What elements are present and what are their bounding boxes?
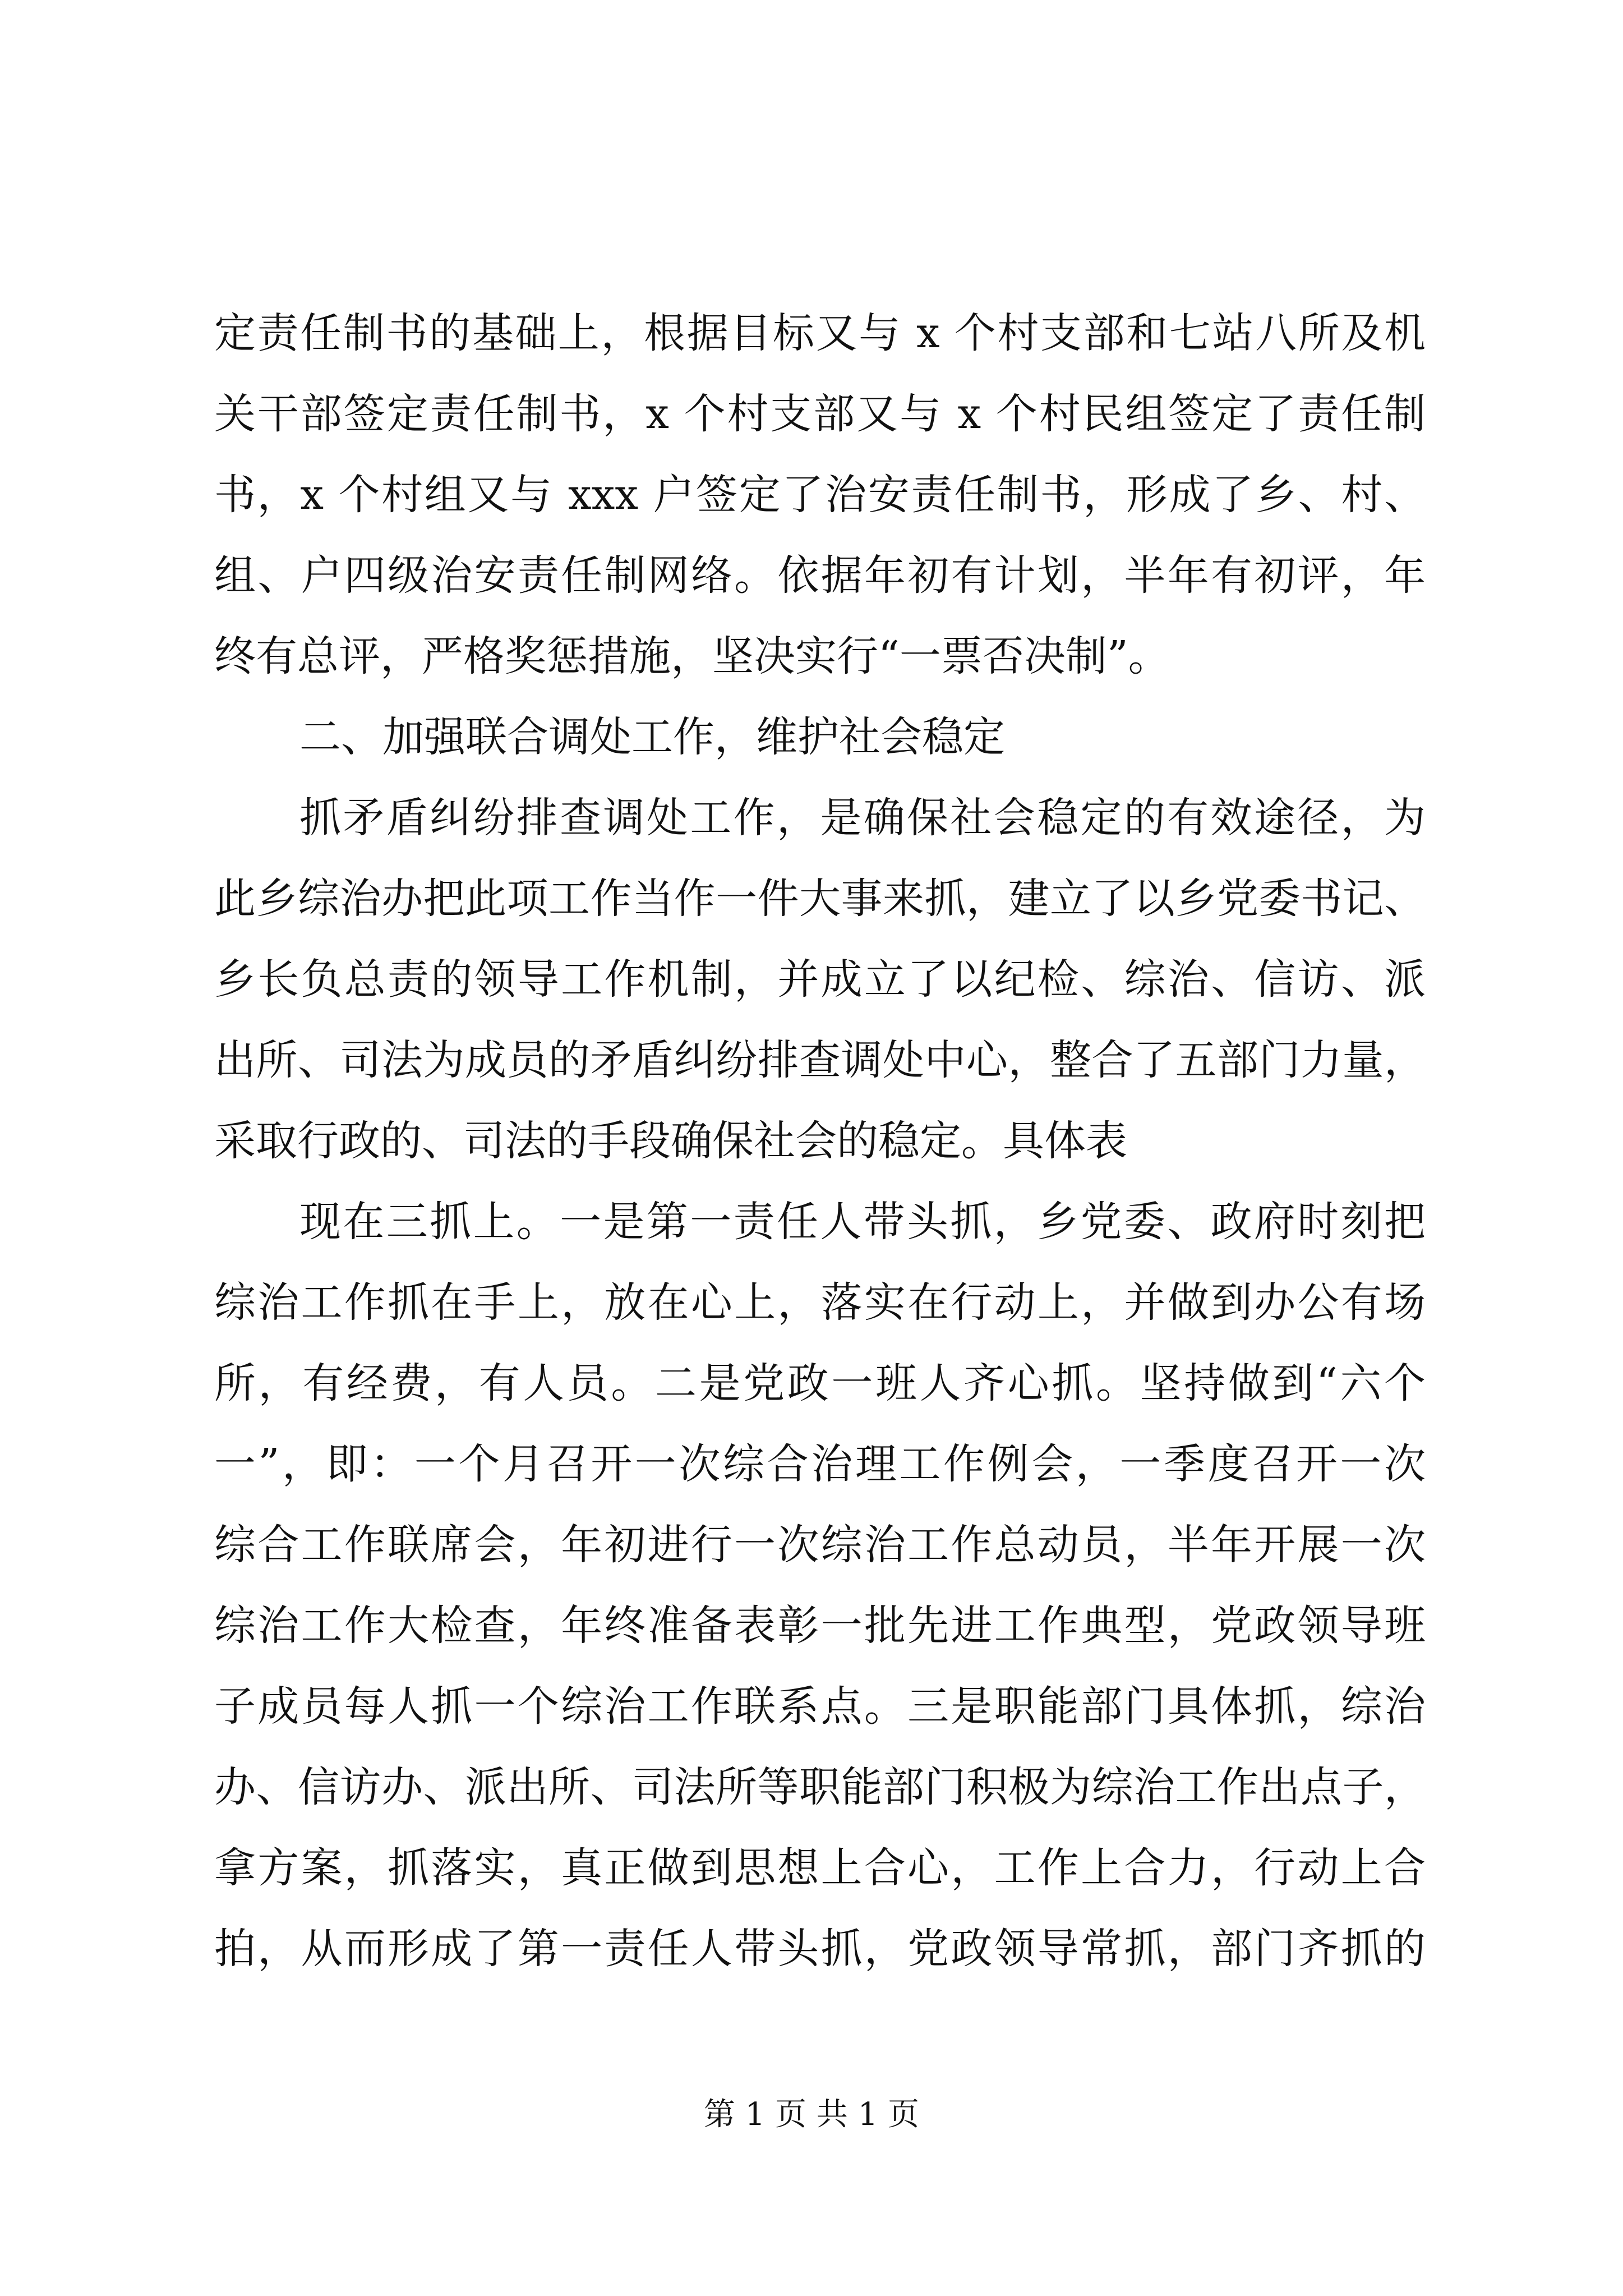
text-line: 综治工作大检查，年终准备表彰一批先进工作典型，党政领导班 [214, 1602, 1426, 1650]
text-line: 办、信访办、派出所、司法所等职能部门积极为综治工作出点子， [214, 1763, 1426, 1811]
text-line: 一”，即：一个月召开一次综合治理工作例会，一季度召开一次 [214, 1440, 1426, 1488]
text-line: 乡长负总责的领导工作机制，并成立了以纪检、综治、信访、派 [214, 955, 1426, 1004]
text-line: 综治工作抓在手上，放在心上，落实在行动上，并做到办公有场 [214, 1278, 1426, 1327]
text-line: 现在三抓上。一是第一责任人带头抓，乡党委、政府时刻把 [299, 1198, 1426, 1246]
text-line: 采取行政的、司法的手段确保社会的稳定。具体表 [214, 1117, 1127, 1165]
text-line: 出所、司法为成员的矛盾纠纷排查调处中心，整合了五部门力量， [214, 1036, 1426, 1084]
text-line: 书，x 个村组又与 xxx 户签定了治安责任制书，形成了乡、村、 [214, 471, 1426, 519]
text-line: 二、加强联合调处工作，维护社会稳定 [299, 713, 1005, 761]
text-line: 此乡综治办把此项工作当作一件大事来抓，建立了以乡党委书记、 [214, 875, 1426, 923]
page-footer: 第 1 页 共 1 页 [703, 2096, 920, 2133]
text-line: 拿方案，抓落实，真正做到思想上合心，工作上合力，行动上合 [214, 1844, 1426, 1892]
text-line: 定责任制书的基础上，根据目标又与 x 个村支部和七站八所及机 [214, 309, 1426, 357]
text-line: 关干部签定责任制书，x 个村支部又与 x 个村民组签定了责任制 [214, 390, 1426, 438]
text-line: 抓矛盾纠纷排查调处工作，是确保社会稳定的有效途径，为 [299, 794, 1426, 842]
text-line: 综合工作联席会，年初进行一次综治工作总动员，半年开展一次 [214, 1521, 1426, 1569]
document-body [214, 293, 1426, 1989]
text-line: 所，有经费，有人员。二是党政一班人齐心抓。坚持做到“六个 [214, 1359, 1426, 1407]
text-line: 终有总评，严格奖惩措施，坚决实行“一票否决制”。 [214, 632, 1170, 680]
text-line: 子成员每人抓一个综治工作联系点。三是职能部门具体抓，综治 [214, 1682, 1426, 1731]
text-line: 拍，从而形成了第一责任人带头抓，党政领导常抓，部门齐抓的 [214, 1925, 1426, 1973]
text-line: 组、户四级治安责任制网络。依据年初有计划，半年有初评，年 [214, 551, 1426, 600]
